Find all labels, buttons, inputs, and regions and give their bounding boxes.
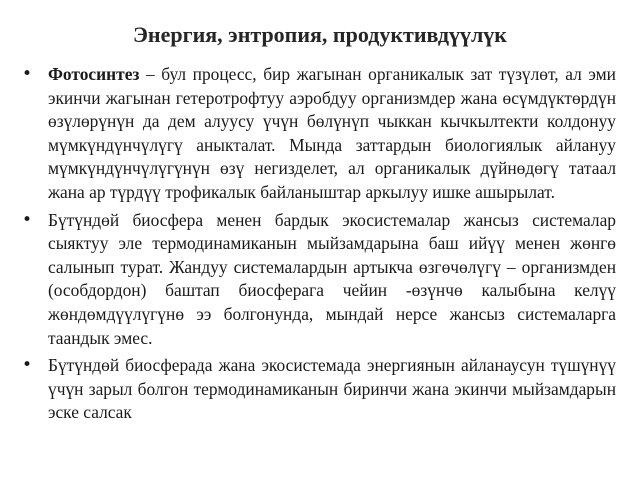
- bullet-text: – бул процесс, бир жагынан органикалык зат түзүлөт, ал эми экинчи жагынан гетеротрофтуу аэробдуу организмдер жана өсүмдүктөрдүн өзүлөрүнүн да дем алуусу үчүн бөлүнүп чыккан кычкылтекти колдонуу мүмкүндүнчүлүгү аныкталат. Мында заттардын биологиялык айлануу мүмкүндүнчүлүгүнүн өзү негизделет, ал органикалык дүйнөдөгү татаал жана ар түрдүү трофикалык байланыштар аркылуу ишке ашырылат.: [48, 64, 616, 202]
- bullet-dot-icon: •: [22, 64, 33, 84]
- bullet-text: Бүтүндөй биосферада жана экосистемада энергиянын айланаусун түшүнүү үчүн зарыл болгон термодинамиканын биринчи жана экинчи мыйзамдарын эске салсак: [48, 355, 616, 423]
- bullet-dot-icon: •: [22, 209, 33, 230]
- slide-title: Энергия, энтропия, продуктивдүүлүк: [133, 22, 507, 47]
- bullet-text: Бүтүндөй биосфера менен бардык экосистемалар жансыз системалар сыяктуу эле термодинамиканын мыйзамдарына баш ийүү менен жөнгө салынып турат. Жандуу системалардын артыкча өзгөчөлүгү – организмден (особдордон) баштап биосферага чейин -өзүнчө калыбына келүү жөндөмдүүлүгүнө ээ болгонунда, мындай нерсе жансыз системаларга таандык эмес.: [48, 209, 616, 348]
- bullet-item-photosynthesis: [20, 63, 616, 205]
- bullet-list: [20, 63, 616, 429]
- bullet-item-biosphere: [20, 209, 616, 351]
- bullet-term: Фотосинтез: [48, 64, 140, 84]
- bullet-item-thermodynamics: [20, 354, 616, 425]
- bullet-dot-icon: •: [22, 355, 33, 376]
